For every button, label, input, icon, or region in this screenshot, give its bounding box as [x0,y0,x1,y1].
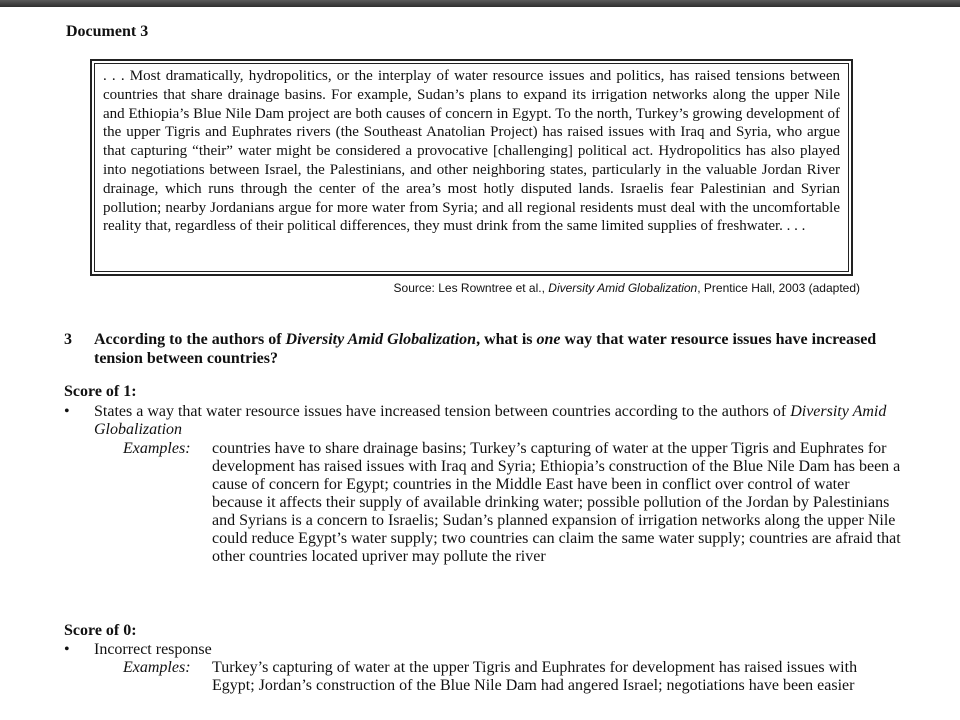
bullet-icon: • [64,403,70,420]
document-label: Document 3 [66,23,149,40]
source-title: Diversity Amid Globalization [548,281,698,295]
score-1-examples-text: countries have to share drainage basins; Turkey’s capturing of water at the upper Tigris and Euphrates for development has raised issues with Iraq and Syria; Ethiopia’s construction of the Blue Nile Dam has been a cause of concern for Egypt; countries in the Middle East have been in conflict over control of water because it affects their supply of available drinking water; possible pollution of the Jordan by Palestinians and Syrians is a concern to Israelis; Sudan’s planned expansion of irrigation networks along the upper Nile could reduce Egypt’s water supply; two countries can claim the same water supply; countries are afraid that other countries located upriver may pollute the river [212,440,901,565]
score-1-criterion-plain: States a way that water resource issues have increased tension between countries according to the authors of [94,403,791,420]
question-text-after: way that water resource issues have increased tension between countries? [94,331,877,367]
score-1-criterion-title: Diversity Amid Globalization [94,403,887,438]
question-emphasis: one [536,331,561,348]
score-0-examples-label: Examples: [123,659,191,676]
score-0-examples-text: Turkey’s capturing of water at the upper Tigris and Euphrates for development has raised issues with Egypt; Jordan’s construction of the Blue Nile Dam had angered Israel; negotiations have been easier [212,659,858,694]
question-text [94,330,894,368]
question-book-title: Diversity Amid Globalization [285,331,477,348]
quote-box [90,59,853,276]
score-0-criterion-text: Incorrect response [94,641,212,658]
score-1-heading: Score of 1: [64,383,137,400]
source-suffix: , Prentice Hall, 2003 (adapted) [697,281,860,295]
question-text-middle: , what is [476,331,537,348]
bullet-icon: • [64,641,70,658]
source-citation [394,281,860,295]
score-0-heading: Score of 0: [64,622,137,639]
question-number: 3 [64,331,72,348]
score-1-criterion-text [94,403,894,439]
score-1-examples-label: Examples: [123,440,191,457]
source-prefix: Source: Les Rowntree et al., [393,281,549,295]
quote-inner-border [94,63,849,272]
window-top-bar [0,0,960,7]
question-text-before: According to the authors of [94,331,286,348]
quote-text: . . . Most dramatically, hydropolitics, or the interplay of water resource issues and politics, has raised tensions between countries that share drainage basins. For example, Sudan’s plans to expand its irrigation networks along the upper Nile and Ethiopia’s Blue Nile Dam project are both causes of concern in Egypt. To the north, Turkey’s growing development of the upper Tigris and Euphrates rivers (the Southeast Anatolian Project) has raised issues with Iraq and Syria, who argue that capturing “their” water might be considered a provocative [challenging] political act. Hydropolitics has also played into negotiations between Israel, the Palestinians, and other neighboring states, particularly in the valuable Jordan River drainage, which runs through the center of the area’s most hotly disputed lands. Israelis fear Palestinian and Syrian pollution; nearby Jordanians argue for more water from Syria; and all regional residents must deal with the uncomfortable reality that, regardless of their political differences, they must drink from the same limited supplies of freshwater. . . . [103,68,840,235]
